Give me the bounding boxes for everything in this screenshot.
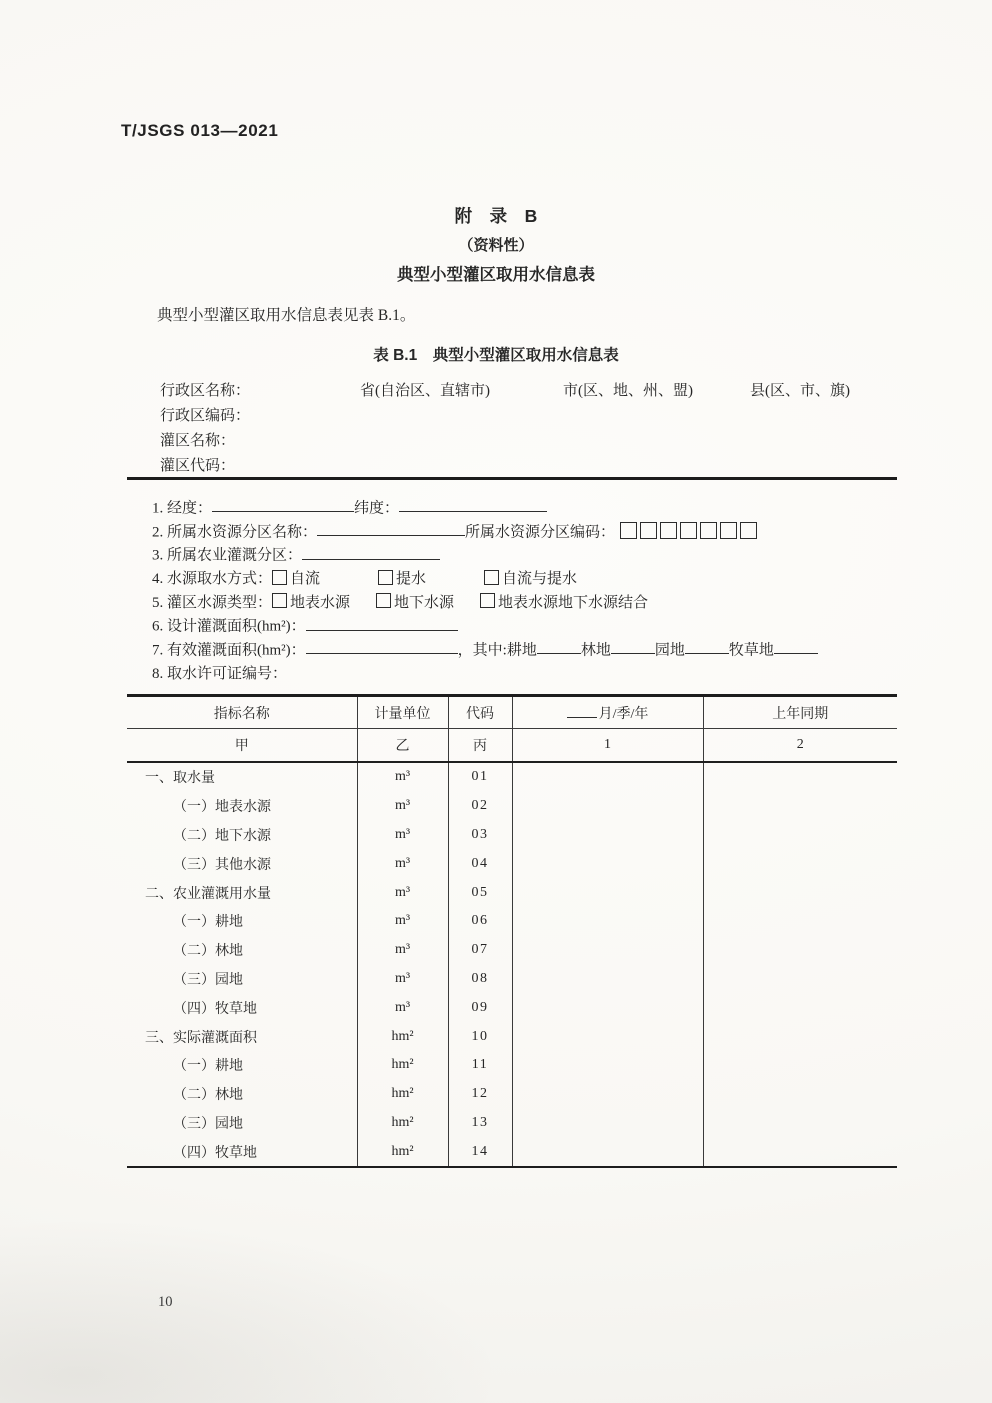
code-cell: 01 (448, 762, 512, 792)
prev-year-value-cell (703, 936, 897, 965)
checkbox-option (272, 595, 350, 611)
code-cell: 13 (448, 1109, 512, 1138)
separator-line (127, 477, 897, 480)
blank-line (302, 544, 440, 559)
form-item-8 (152, 663, 932, 687)
item-text: 6. 设计灌溉面积(hm²)： (152, 618, 306, 635)
item-text: 所属水资源分区编码： (465, 523, 616, 540)
code-box (680, 522, 697, 539)
indicator-name: 一、取水量 (145, 771, 215, 787)
designator-cell: 丙 (448, 729, 512, 763)
table-row (127, 1022, 897, 1051)
unit-cell: hm² (357, 1051, 448, 1080)
item-text: 3. 所属农业灌溉分区： (152, 547, 303, 564)
unit-cell: m³ (357, 965, 448, 994)
code-cell: 10 (448, 1022, 512, 1051)
admin-level-city: 市(区、地、州、盟) (563, 383, 693, 399)
table-row (127, 792, 897, 821)
table-row (127, 907, 897, 936)
code-box (720, 522, 737, 539)
page-number: 10 (158, 1294, 173, 1310)
district-name-label: 灌区名称： (160, 433, 236, 449)
designator-row (127, 729, 897, 763)
designator-cell: 1 (512, 729, 703, 763)
designator-cell: 甲 (127, 729, 357, 763)
checkbox-icon (272, 570, 287, 585)
checkbox-option (484, 571, 577, 587)
code-cell: 06 (448, 907, 512, 936)
item-text: 林地 (580, 642, 611, 659)
col-header-period-label: 月/季/年 (598, 706, 649, 722)
code-box (660, 522, 677, 539)
admin-code-row (127, 404, 897, 429)
prev-year-value-cell (703, 792, 897, 821)
checkbox-icon (272, 593, 287, 608)
col-header-period (512, 696, 703, 729)
intro-text: 典型小型灌区取用水信息表见表 B.1。 (157, 307, 416, 324)
prev-year-value-cell (703, 965, 897, 994)
designator-cell: 2 (703, 729, 897, 763)
form-item-7 (152, 639, 932, 663)
unit-cell: hm² (357, 1137, 448, 1167)
indicator-name: 三、实际灌溉面积 (145, 1030, 257, 1046)
unit-cell: m³ (357, 907, 448, 936)
col-header-unit: 计量单位 (357, 696, 448, 729)
table-row (127, 936, 897, 965)
admin-level-county: 县(区、市、旗) (750, 383, 850, 399)
indicator-name: （三）其他水源 (173, 857, 271, 873)
form-item-3 (152, 544, 932, 568)
checkbox-option (480, 595, 648, 611)
table-row (127, 1137, 897, 1167)
standard-code: T/JSGS 013—2021 (121, 121, 279, 140)
table-row (127, 878, 897, 907)
prev-year-value-cell (703, 1137, 897, 1167)
form-item-2 (152, 521, 932, 545)
table-row (127, 1109, 897, 1138)
form-items (152, 497, 932, 687)
admin-code-label: 行政区编码： (160, 408, 251, 424)
period-value-cell (512, 821, 703, 850)
district-code-label: 灌区代码： (160, 458, 236, 474)
checkbox-icon (378, 570, 393, 585)
indicator-name: （三）园地 (173, 972, 243, 988)
code-cell: 08 (448, 965, 512, 994)
col-header-indicator: 指标名称 (127, 696, 357, 729)
table-row (127, 993, 897, 1022)
code-cell: 02 (448, 792, 512, 821)
checkbox-label: 地下水源 (394, 594, 455, 611)
prev-year-value-cell (703, 1080, 897, 1109)
period-value-cell (512, 993, 703, 1022)
appendix-heading: 典型小型灌区取用水信息表 (397, 266, 595, 284)
indicator-name: （二）林地 (173, 944, 243, 960)
code-cell: 07 (448, 936, 512, 965)
appendix-header (0, 205, 992, 292)
indicator-name: （三）园地 (173, 1116, 243, 1132)
table-row (127, 821, 897, 850)
indicator-name: （四）牧草地 (173, 1145, 257, 1161)
table-row (127, 965, 897, 994)
blank-line (399, 497, 547, 512)
item-text: 5. 灌区水源类型： (152, 594, 273, 611)
blank-line (685, 639, 729, 654)
checkbox-icon (480, 593, 495, 608)
form-header (127, 379, 897, 479)
checkbox-label: 地表水源 (290, 594, 351, 611)
indicator-name: （二）林地 (173, 1088, 243, 1104)
table-row (127, 1080, 897, 1109)
blank-line (306, 639, 458, 654)
period-value-cell (512, 1051, 703, 1080)
checkbox-label: 提水 (396, 571, 427, 588)
code-boxes (617, 524, 757, 540)
period-value-cell (512, 762, 703, 792)
item-text: 1. 经度： (152, 500, 213, 517)
checkbox-icon (376, 593, 391, 608)
item-text: 8. 取水许可证编号： (152, 665, 288, 682)
table-row (127, 849, 897, 878)
blank-line (537, 639, 581, 654)
checkbox-option (272, 571, 320, 587)
table-row (127, 762, 897, 792)
blank-line (212, 497, 354, 512)
blank-line (774, 639, 818, 654)
indicator-name: （一）耕地 (173, 915, 243, 931)
data-table (127, 694, 897, 1168)
code-box (700, 522, 717, 539)
appendix-subtitle: （资料性） (458, 237, 534, 254)
code-box (740, 522, 757, 539)
unit-cell: m³ (357, 821, 448, 850)
period-value-cell (512, 1080, 703, 1109)
indicator-name: （一）耕地 (173, 1059, 243, 1075)
unit-cell: m³ (357, 936, 448, 965)
checkbox-label: 地表水源地下水源结合 (498, 594, 649, 611)
code-cell: 12 (448, 1080, 512, 1109)
admin-name-row (127, 379, 897, 404)
form-item-6 (152, 615, 932, 639)
prev-year-value-cell (703, 1109, 897, 1138)
period-value-cell (512, 965, 703, 994)
unit-cell: hm² (357, 1109, 448, 1138)
form-item-5 (152, 592, 932, 616)
table-header-row (127, 696, 897, 729)
indicator-name: （二）地下水源 (173, 828, 271, 844)
col-header-prev-year: 上年同期 (703, 696, 897, 729)
unit-cell: m³ (357, 792, 448, 821)
district-code-row (127, 454, 897, 479)
period-value-cell (512, 936, 703, 965)
col-header-code: 代码 (448, 696, 512, 729)
period-value-cell (512, 878, 703, 907)
unit-cell: hm² (357, 1022, 448, 1051)
code-cell: 03 (448, 821, 512, 850)
item-text: 2. 所属水资源分区名称： (152, 523, 318, 540)
period-value-cell (512, 1022, 703, 1051)
code-box (640, 522, 657, 539)
admin-name-label: 行政区名称： (160, 383, 251, 399)
prev-year-value-cell (703, 1051, 897, 1080)
indicator-name: （一）地表水源 (173, 800, 271, 816)
period-blank-line (567, 703, 597, 717)
prev-year-value-cell (703, 1022, 897, 1051)
indicator-name: 二、农业灌溉用水量 (145, 886, 271, 902)
checkbox-icon (484, 570, 499, 585)
code-box (620, 522, 637, 539)
form-item-1 (152, 497, 932, 521)
blank-line (317, 521, 465, 536)
period-value-cell (512, 849, 703, 878)
item-text: 牧草地 (728, 642, 774, 659)
period-value-cell (512, 792, 703, 821)
period-value-cell (512, 907, 703, 936)
appendix-title: 附 录 B (454, 206, 538, 226)
blank-line (611, 639, 655, 654)
district-name-row (127, 429, 897, 454)
code-cell: 09 (448, 993, 512, 1022)
table-caption: 表 B.1 典型小型灌区取用水信息表 (373, 347, 619, 364)
prev-year-value-cell (703, 821, 897, 850)
admin-level-province: 省(自治区、直辖市) (360, 383, 490, 399)
unit-cell: m³ (357, 993, 448, 1022)
item-text: 纬度： (354, 500, 400, 517)
prev-year-value-cell (703, 849, 897, 878)
period-value-cell (512, 1137, 703, 1167)
unit-cell: m³ (357, 849, 448, 878)
code-cell: 11 (448, 1051, 512, 1080)
designator-cell: 乙 (357, 729, 448, 763)
code-cell: 14 (448, 1137, 512, 1167)
unit-cell: m³ (357, 762, 448, 792)
form-item-4 (152, 568, 932, 592)
code-cell: 04 (448, 849, 512, 878)
item-text: ，其中:耕地 (457, 642, 537, 659)
item-text: 4. 水源取水方式： (152, 571, 273, 588)
prev-year-value-cell (703, 878, 897, 907)
item-text: 7. 有效灌溉面积(hm²)： (152, 642, 306, 659)
indicator-name: （四）牧草地 (173, 1001, 257, 1017)
prev-year-value-cell (703, 762, 897, 792)
checkbox-option (376, 595, 454, 611)
prev-year-value-cell (703, 907, 897, 936)
blank-line (306, 615, 458, 630)
period-value-cell (512, 1109, 703, 1138)
unit-cell: hm² (357, 1080, 448, 1109)
checkbox-label: 自流 (290, 571, 321, 588)
prev-year-value-cell (703, 993, 897, 1022)
code-cell: 05 (448, 878, 512, 907)
item-text: 园地 (654, 642, 685, 659)
checkbox-label: 自流与提水 (502, 571, 578, 588)
checkbox-option (378, 571, 426, 587)
unit-cell: m³ (357, 878, 448, 907)
table-row (127, 1051, 897, 1080)
